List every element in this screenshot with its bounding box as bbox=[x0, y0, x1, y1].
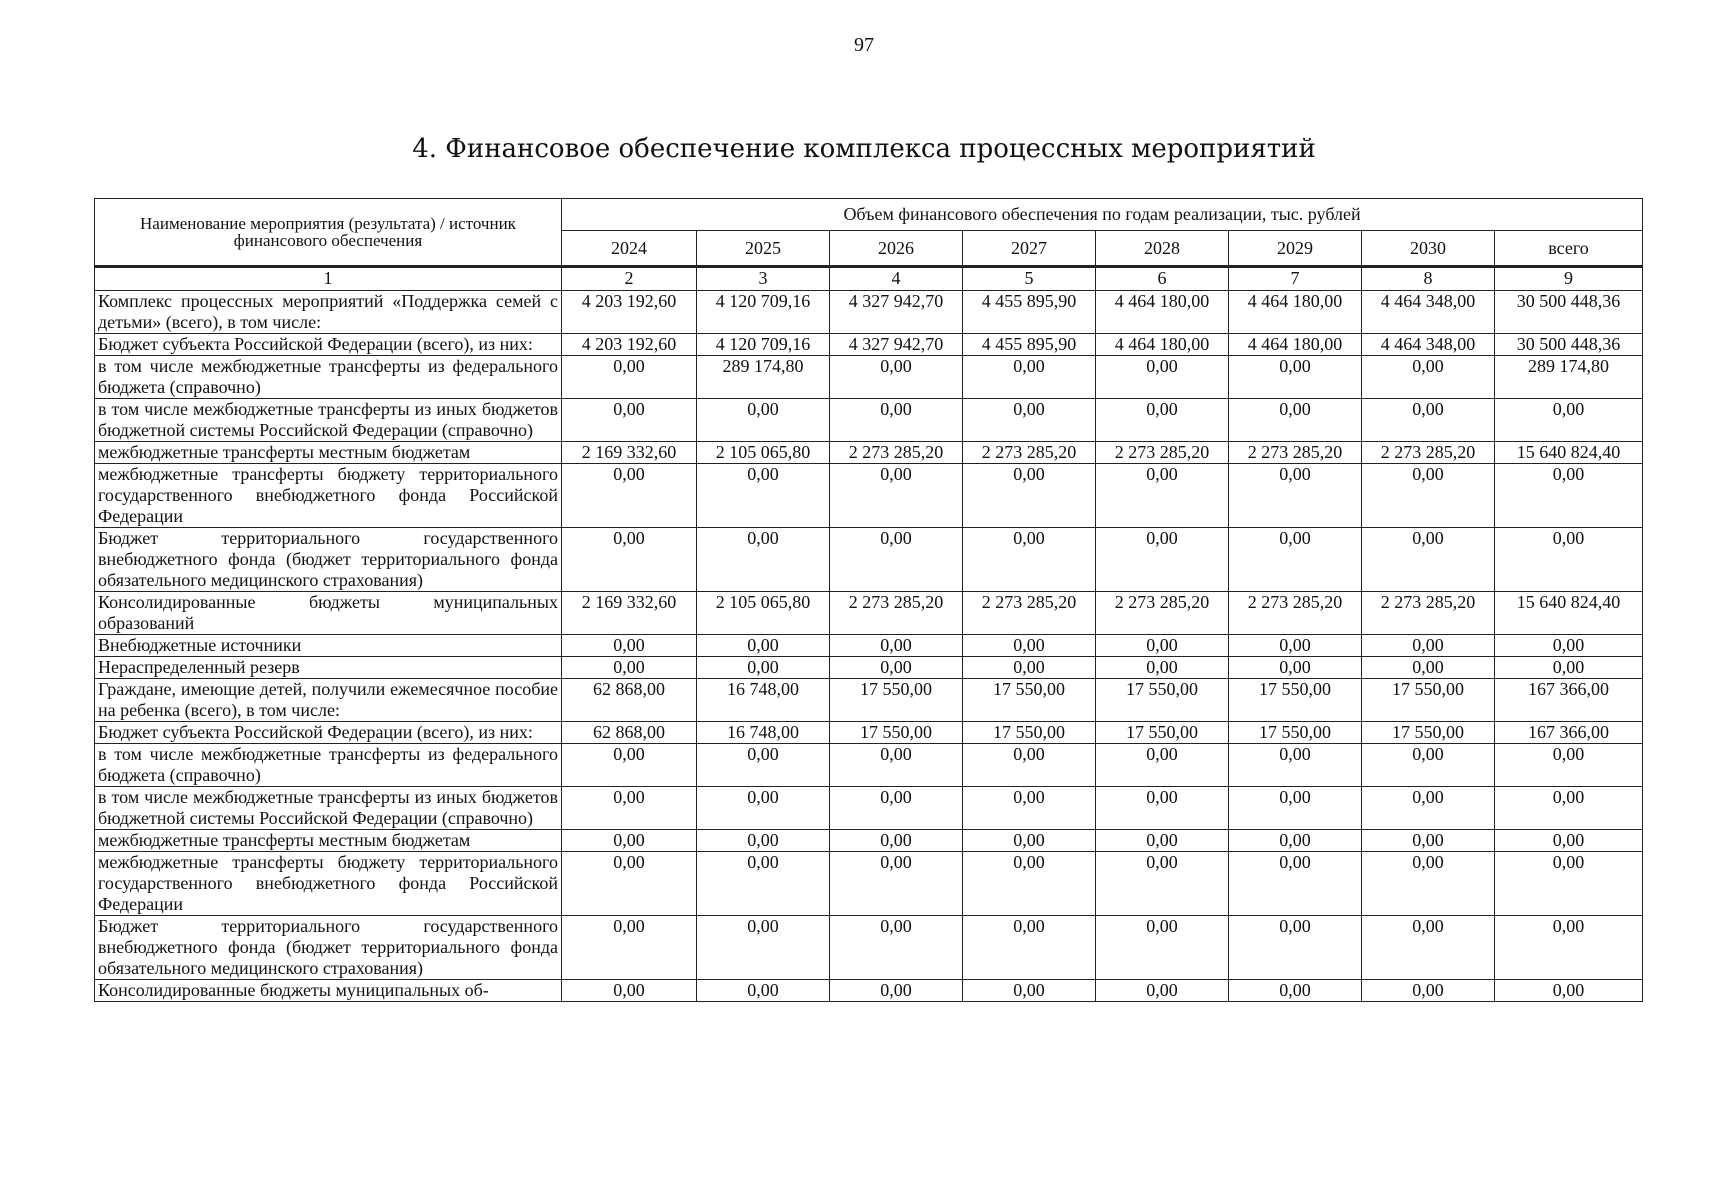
year-value-cell: 0,00 bbox=[830, 464, 963, 528]
page-title: 4. Финансовое обеспечение комплекса процессных мероприятий bbox=[412, 134, 1316, 164]
year-value-cell: 0,00 bbox=[562, 830, 697, 852]
year-value-cell: 0,00 bbox=[1229, 916, 1362, 980]
year-value-cell: 0,00 bbox=[830, 356, 963, 399]
year-value-cell: 0,00 bbox=[1096, 787, 1229, 830]
year-header: 2024 bbox=[562, 231, 697, 267]
year-value-cell: 0,00 bbox=[1229, 657, 1362, 679]
year-value-cell: 4 327 942,70 bbox=[830, 291, 963, 334]
total-value-cell: 30 500 448,36 bbox=[1495, 291, 1643, 334]
year-value-cell: 0,00 bbox=[830, 528, 963, 592]
year-value-cell: 2 169 332,60 bbox=[562, 592, 697, 635]
year-value-cell: 2 273 285,20 bbox=[1362, 442, 1495, 464]
year-value-cell: 0,00 bbox=[697, 852, 830, 916]
year-value-cell: 0,00 bbox=[1362, 916, 1495, 980]
year-value-cell: 2 105 065,80 bbox=[697, 592, 830, 635]
column-number-row bbox=[95, 267, 1643, 291]
year-value-cell: 4 120 709,16 bbox=[697, 291, 830, 334]
row-name: Внебюджетные источники bbox=[95, 635, 562, 657]
year-value-cell: 0,00 bbox=[562, 399, 697, 442]
year-value-cell: 0,00 bbox=[1229, 356, 1362, 399]
year-value-cell: 0,00 bbox=[963, 787, 1096, 830]
table-row bbox=[95, 528, 1643, 592]
row-name: Бюджет территориального государственного внебюджетного фонда (бюджет территориального фонда обязательного медицинского страхования) bbox=[95, 528, 562, 592]
table-row bbox=[95, 830, 1643, 852]
year-value-cell: 0,00 bbox=[1096, 464, 1229, 528]
year-value-cell: 16 748,00 bbox=[697, 722, 830, 744]
row-name: межбюджетные трансферты бюджету территориального государственного внебюджетного фонда Российской Федерации bbox=[95, 852, 562, 916]
year-value-cell: 2 273 285,20 bbox=[830, 442, 963, 464]
row-name: в том числе межбюджетные трансферты из федерального бюджета (справочно) bbox=[95, 356, 562, 399]
financing-table bbox=[94, 198, 1643, 1002]
year-value-cell: 0,00 bbox=[1362, 635, 1495, 657]
year-value-cell: 0,00 bbox=[963, 980, 1096, 1002]
year-value-cell: 0,00 bbox=[1229, 787, 1362, 830]
year-value-cell: 0,00 bbox=[562, 635, 697, 657]
year-value-cell: 0,00 bbox=[1229, 399, 1362, 442]
year-value-cell: 0,00 bbox=[1096, 830, 1229, 852]
row-name: межбюджетные трансферты бюджету территориального государственного внебюджетного фонда Российской Федерации bbox=[95, 464, 562, 528]
year-value-cell: 0,00 bbox=[1229, 635, 1362, 657]
year-value-cell: 0,00 bbox=[1362, 464, 1495, 528]
year-value-cell: 17 550,00 bbox=[1229, 679, 1362, 722]
year-value-cell: 0,00 bbox=[1096, 916, 1229, 980]
column-number: 9 bbox=[1495, 267, 1643, 291]
year-value-cell: 0,00 bbox=[1229, 744, 1362, 787]
year-value-cell: 0,00 bbox=[1229, 528, 1362, 592]
row-name: Бюджет субъекта Российской Федерации (всего), из них: bbox=[95, 334, 562, 356]
year-value-cell: 0,00 bbox=[562, 528, 697, 592]
row-name: Нераспределенный резерв bbox=[95, 657, 562, 679]
year-value-cell: 0,00 bbox=[963, 356, 1096, 399]
year-value-cell: 0,00 bbox=[697, 635, 830, 657]
table-row bbox=[95, 657, 1643, 679]
year-value-cell: 2 169 332,60 bbox=[562, 442, 697, 464]
column-number: 1 bbox=[95, 267, 562, 291]
year-value-cell: 2 273 285,20 bbox=[1229, 592, 1362, 635]
total-value-cell: 0,00 bbox=[1495, 399, 1643, 442]
column-number: 5 bbox=[963, 267, 1096, 291]
year-value-cell: 16 748,00 bbox=[697, 679, 830, 722]
year-value-cell: 0,00 bbox=[1229, 852, 1362, 916]
year-value-cell: 0,00 bbox=[1096, 635, 1229, 657]
year-value-cell: 2 273 285,20 bbox=[830, 592, 963, 635]
year-value-cell: 0,00 bbox=[1229, 980, 1362, 1002]
year-value-cell: 289 174,80 bbox=[697, 356, 830, 399]
total-value-cell: 0,00 bbox=[1495, 787, 1643, 830]
table-row bbox=[95, 635, 1643, 657]
row-name: в том числе межбюджетные трансферты из иных бюджетов бюджетной системы Российской Федерации (справочно) bbox=[95, 399, 562, 442]
row-name: Консолидированные бюджеты муниципальных образований bbox=[95, 592, 562, 635]
row-name: Граждане, имеющие детей, получили ежемесячное пособие на ребенка (всего), в том числе: bbox=[95, 679, 562, 722]
total-value-cell: 167 366,00 bbox=[1495, 679, 1643, 722]
year-value-cell: 2 105 065,80 bbox=[697, 442, 830, 464]
year-value-cell: 0,00 bbox=[1362, 830, 1495, 852]
year-value-cell: 0,00 bbox=[1096, 356, 1229, 399]
volume-header: Объем финансового обеспечения по годам реализации, тыс. рублей bbox=[562, 199, 1643, 231]
year-value-cell: 0,00 bbox=[697, 528, 830, 592]
table-row bbox=[95, 916, 1643, 980]
year-value-cell: 0,00 bbox=[1362, 657, 1495, 679]
year-value-cell: 4 464 180,00 bbox=[1229, 334, 1362, 356]
total-value-cell: 289 174,80 bbox=[1495, 356, 1643, 399]
total-value-cell: 0,00 bbox=[1495, 830, 1643, 852]
year-value-cell: 4 464 180,00 bbox=[1096, 334, 1229, 356]
table-row bbox=[95, 722, 1643, 744]
year-value-cell: 0,00 bbox=[562, 980, 697, 1002]
column-number: 2 bbox=[562, 267, 697, 291]
year-value-cell: 0,00 bbox=[963, 916, 1096, 980]
year-value-cell: 4 203 192,60 bbox=[562, 291, 697, 334]
year-value-cell: 0,00 bbox=[1096, 744, 1229, 787]
year-value-cell: 0,00 bbox=[963, 399, 1096, 442]
year-value-cell: 4 464 180,00 bbox=[1229, 291, 1362, 334]
year-value-cell: 0,00 bbox=[697, 657, 830, 679]
row-name: Бюджет субъекта Российской Федерации (всего), из них: bbox=[95, 722, 562, 744]
year-header: 2026 bbox=[830, 231, 963, 267]
year-value-cell: 0,00 bbox=[697, 464, 830, 528]
year-value-cell: 0,00 bbox=[830, 830, 963, 852]
year-value-cell: 0,00 bbox=[963, 635, 1096, 657]
year-value-cell: 0,00 bbox=[562, 356, 697, 399]
table-row bbox=[95, 787, 1643, 830]
year-value-cell: 2 273 285,20 bbox=[1096, 442, 1229, 464]
year-value-cell: 0,00 bbox=[1362, 852, 1495, 916]
year-value-cell: 2 273 285,20 bbox=[963, 442, 1096, 464]
year-value-cell: 2 273 285,20 bbox=[963, 592, 1096, 635]
year-value-cell: 0,00 bbox=[830, 399, 963, 442]
year-value-cell: 0,00 bbox=[1362, 980, 1495, 1002]
year-value-cell: 0,00 bbox=[562, 464, 697, 528]
year-value-cell: 17 550,00 bbox=[963, 679, 1096, 722]
year-value-cell: 0,00 bbox=[1229, 830, 1362, 852]
year-value-cell: 0,00 bbox=[1096, 980, 1229, 1002]
row-name: Консолидированные бюджеты муниципальных об- bbox=[95, 980, 562, 1002]
year-value-cell: 0,00 bbox=[697, 787, 830, 830]
year-value-cell: 4 455 895,90 bbox=[963, 291, 1096, 334]
year-value-cell: 0,00 bbox=[830, 744, 963, 787]
year-value-cell: 2 273 285,20 bbox=[1229, 442, 1362, 464]
year-value-cell: 0,00 bbox=[963, 852, 1096, 916]
year-header: 2027 bbox=[963, 231, 1096, 267]
year-header: 2025 bbox=[697, 231, 830, 267]
total-value-cell: 0,00 bbox=[1495, 916, 1643, 980]
total-value-cell: 0,00 bbox=[1495, 852, 1643, 916]
year-value-cell: 17 550,00 bbox=[1362, 722, 1495, 744]
year-value-cell: 0,00 bbox=[963, 744, 1096, 787]
year-value-cell: 17 550,00 bbox=[1229, 722, 1362, 744]
year-value-cell: 4 455 895,90 bbox=[963, 334, 1096, 356]
row-name: Бюджет территориального государственного внебюджетного фонда (бюджет территориального фонда обязательного медицинского страхования) bbox=[95, 916, 562, 980]
year-value-cell: 0,00 bbox=[830, 916, 963, 980]
total-value-cell: 15 640 824,40 bbox=[1495, 442, 1643, 464]
table-row bbox=[95, 980, 1643, 1002]
year-value-cell: 17 550,00 bbox=[830, 679, 963, 722]
year-header: всего bbox=[1495, 231, 1643, 267]
row-name: межбюджетные трансферты местным бюджетам bbox=[95, 830, 562, 852]
column-number: 3 bbox=[697, 267, 830, 291]
year-header: 2028 bbox=[1096, 231, 1229, 267]
year-value-cell: 4 464 348,00 bbox=[1362, 334, 1495, 356]
year-value-cell: 0,00 bbox=[1096, 399, 1229, 442]
year-value-cell: 0,00 bbox=[1362, 399, 1495, 442]
table-row bbox=[95, 399, 1643, 442]
column-number: 6 bbox=[1096, 267, 1229, 291]
year-value-cell: 4 120 709,16 bbox=[697, 334, 830, 356]
total-value-cell: 167 366,00 bbox=[1495, 722, 1643, 744]
row-name: в том числе межбюджетные трансферты из федерального бюджета (справочно) bbox=[95, 744, 562, 787]
table-row bbox=[95, 442, 1643, 464]
year-value-cell: 0,00 bbox=[1362, 528, 1495, 592]
year-value-cell: 0,00 bbox=[1096, 852, 1229, 916]
year-value-cell: 0,00 bbox=[830, 787, 963, 830]
year-value-cell: 0,00 bbox=[1229, 464, 1362, 528]
year-value-cell: 62 868,00 bbox=[562, 679, 697, 722]
year-value-cell: 4 464 348,00 bbox=[1362, 291, 1495, 334]
year-value-cell: 0,00 bbox=[830, 657, 963, 679]
year-value-cell: 17 550,00 bbox=[1362, 679, 1495, 722]
total-value-cell: 0,00 bbox=[1495, 464, 1643, 528]
name-column-header: Наименование мероприятия (результата) / источник финансового обеспечения bbox=[95, 199, 562, 267]
total-value-cell: 0,00 bbox=[1495, 635, 1643, 657]
year-value-cell: 0,00 bbox=[1362, 356, 1495, 399]
year-value-cell: 0,00 bbox=[1362, 787, 1495, 830]
table-row bbox=[95, 592, 1643, 635]
year-value-cell: 0,00 bbox=[963, 657, 1096, 679]
table-row bbox=[95, 744, 1643, 787]
row-name: Комплекс процессных мероприятий «Поддержка семей с детьми» (всего), в том числе: bbox=[95, 291, 562, 334]
year-value-cell: 17 550,00 bbox=[1096, 722, 1229, 744]
year-value-cell: 2 273 285,20 bbox=[1096, 592, 1229, 635]
row-name: в том числе межбюджетные трансферты из иных бюджетов бюджетной системы Российской Федерации (справочно) bbox=[95, 787, 562, 830]
total-value-cell: 0,00 bbox=[1495, 744, 1643, 787]
year-header: 2030 bbox=[1362, 231, 1495, 267]
year-value-cell: 0,00 bbox=[697, 830, 830, 852]
total-value-cell: 0,00 bbox=[1495, 528, 1643, 592]
year-value-cell: 0,00 bbox=[1362, 744, 1495, 787]
year-value-cell: 17 550,00 bbox=[830, 722, 963, 744]
year-value-cell: 2 273 285,20 bbox=[1362, 592, 1495, 635]
total-value-cell: 30 500 448,36 bbox=[1495, 334, 1643, 356]
year-value-cell: 0,00 bbox=[830, 635, 963, 657]
table-row bbox=[95, 334, 1643, 356]
year-value-cell: 17 550,00 bbox=[963, 722, 1096, 744]
table-row bbox=[95, 852, 1643, 916]
total-value-cell: 0,00 bbox=[1495, 980, 1643, 1002]
header-row-1 bbox=[95, 199, 1643, 231]
column-number: 8 bbox=[1362, 267, 1495, 291]
year-value-cell: 4 203 192,60 bbox=[562, 334, 697, 356]
year-value-cell: 62 868,00 bbox=[562, 722, 697, 744]
year-value-cell: 0,00 bbox=[697, 399, 830, 442]
table-row bbox=[95, 356, 1643, 399]
total-value-cell: 15 640 824,40 bbox=[1495, 592, 1643, 635]
year-value-cell: 0,00 bbox=[697, 916, 830, 980]
column-number: 7 bbox=[1229, 267, 1362, 291]
column-number: 4 bbox=[830, 267, 963, 291]
year-value-cell: 0,00 bbox=[562, 852, 697, 916]
year-header: 2029 bbox=[1229, 231, 1362, 267]
row-name: межбюджетные трансферты местным бюджетам bbox=[95, 442, 562, 464]
year-value-cell: 0,00 bbox=[562, 657, 697, 679]
year-value-cell: 4 327 942,70 bbox=[830, 334, 963, 356]
year-value-cell: 0,00 bbox=[562, 744, 697, 787]
year-value-cell: 0,00 bbox=[830, 852, 963, 916]
year-value-cell: 0,00 bbox=[1096, 528, 1229, 592]
year-value-cell: 0,00 bbox=[963, 830, 1096, 852]
year-value-cell: 0,00 bbox=[697, 980, 830, 1002]
year-value-cell: 0,00 bbox=[963, 528, 1096, 592]
year-value-cell: 0,00 bbox=[562, 787, 697, 830]
year-value-cell: 0,00 bbox=[562, 916, 697, 980]
total-value-cell: 0,00 bbox=[1495, 657, 1643, 679]
year-value-cell: 0,00 bbox=[830, 980, 963, 1002]
table-row bbox=[95, 679, 1643, 722]
year-value-cell: 0,00 bbox=[1096, 657, 1229, 679]
year-value-cell: 0,00 bbox=[963, 464, 1096, 528]
year-value-cell: 17 550,00 bbox=[1096, 679, 1229, 722]
page-number: 97 bbox=[854, 34, 874, 56]
year-value-cell: 0,00 bbox=[697, 744, 830, 787]
table-row bbox=[95, 291, 1643, 334]
year-value-cell: 4 464 180,00 bbox=[1096, 291, 1229, 334]
table-row bbox=[95, 464, 1643, 528]
